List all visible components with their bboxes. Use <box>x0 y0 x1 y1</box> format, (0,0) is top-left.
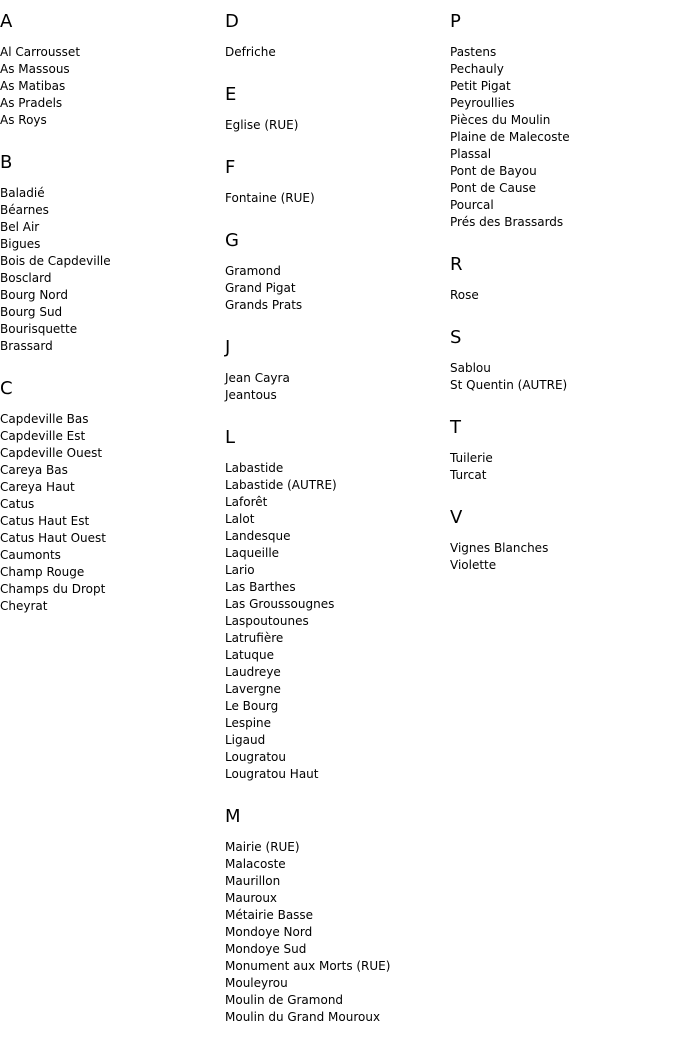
place-list <box>450 540 675 574</box>
letter-group <box>225 336 450 404</box>
place-link[interactable]: Latrufière <box>225 631 284 645</box>
place-link[interactable]: Capdeville Est <box>0 429 86 443</box>
place-list <box>225 117 450 134</box>
place-link[interactable]: Champs du Dropt <box>0 582 106 596</box>
place-link[interactable]: Vignes Blanches <box>450 541 549 555</box>
place-list <box>225 839 450 1026</box>
letter-group <box>450 506 675 574</box>
place-link[interactable]: Landesque <box>225 529 291 543</box>
place-link[interactable]: Capdeville Bas <box>0 412 89 426</box>
place-link[interactable]: Pont de Bayou <box>450 164 537 178</box>
place-link[interactable]: Bosclard <box>0 271 52 285</box>
place-link[interactable]: Laudreye <box>225 665 281 679</box>
place-link[interactable]: Pièces du Moulin <box>450 113 551 127</box>
place-link[interactable]: Bigues <box>0 237 41 251</box>
place-link[interactable]: Mondoye Sud <box>225 942 307 956</box>
letter-heading: J <box>225 337 231 358</box>
place-link[interactable]: Sablou <box>450 361 491 375</box>
column-1 <box>0 10 225 637</box>
place-link[interactable]: Pechauly <box>450 62 504 76</box>
place-link[interactable]: Bourisquette <box>0 322 78 336</box>
letter-group <box>225 156 450 207</box>
place-link[interactable]: Gramond <box>225 264 281 278</box>
place-link[interactable]: Caumonts <box>0 548 61 562</box>
place-link[interactable]: Lario <box>225 563 255 577</box>
place-link[interactable]: Jean Cayra <box>225 371 290 385</box>
place-link[interactable]: Al Carrousset <box>0 45 81 59</box>
letter-group <box>225 805 450 1026</box>
letter-heading: R <box>450 254 463 275</box>
place-link[interactable]: Catus Haut Est <box>0 514 90 528</box>
place-link[interactable]: Defriche <box>225 45 276 59</box>
place-link[interactable]: Turcat <box>450 468 487 482</box>
place-link[interactable]: Laspoutounes <box>225 614 309 628</box>
place-link[interactable]: Laqueille <box>225 546 280 560</box>
place-link[interactable]: Capdeville Ouest <box>0 446 103 460</box>
place-link[interactable]: Béarnes <box>0 203 49 217</box>
letter-heading: P <box>450 11 461 32</box>
place-link[interactable]: Fontaine (RUE) <box>225 191 315 205</box>
place-link[interactable]: Grands Prats <box>225 298 303 312</box>
place-link[interactable]: Rose <box>450 288 479 302</box>
place-list <box>0 44 225 129</box>
place-link[interactable]: Champ Rouge <box>0 565 85 579</box>
letter-heading: G <box>225 230 239 251</box>
place-list <box>0 185 225 355</box>
place-link[interactable]: Lougratou <box>225 750 286 764</box>
place-link[interactable]: Pont de Cause <box>450 181 537 195</box>
place-link[interactable]: Plaine de Malecoste <box>450 130 570 144</box>
letter-heading: B <box>0 152 13 173</box>
place-link[interactable]: Le Bourg <box>225 699 279 713</box>
letter-group <box>0 377 225 615</box>
place-list <box>225 190 450 207</box>
place-link[interactable]: As Roys <box>0 113 47 127</box>
letter-group <box>225 229 450 314</box>
letter-group <box>450 253 675 304</box>
place-link[interactable]: Mauroux <box>225 891 278 905</box>
place-link[interactable]: Grand Pigat <box>225 281 296 295</box>
place-link[interactable]: Baladié <box>0 186 45 200</box>
letter-group <box>0 151 225 355</box>
letter-heading: S <box>450 327 462 348</box>
column-3 <box>450 10 675 596</box>
place-list <box>225 44 450 61</box>
place-link[interactable]: Labastide <box>225 461 284 475</box>
place-list <box>225 370 450 404</box>
place-link[interactable]: Las Barthes <box>225 580 296 594</box>
place-list <box>0 411 225 615</box>
place-link[interactable]: Tuilerie <box>450 451 493 465</box>
place-link[interactable]: Careya Bas <box>0 463 68 477</box>
place-list <box>450 450 675 484</box>
letter-group <box>450 326 675 394</box>
column-2 <box>225 10 450 1048</box>
place-link[interactable]: Mouleyrou <box>225 976 288 990</box>
place-link[interactable]: St Quentin (AUTRE) <box>450 378 568 392</box>
place-link[interactable]: Petit Pigat <box>450 79 511 93</box>
place-list <box>450 287 675 304</box>
place-link[interactable]: Pastens <box>450 45 497 59</box>
place-list <box>450 360 675 394</box>
place-link[interactable]: Bois de Capdeville <box>0 254 111 268</box>
letter-group <box>450 416 675 484</box>
letter-heading: M <box>225 806 241 827</box>
place-link[interactable]: Careya Haut <box>0 480 75 494</box>
place-link[interactable]: Métairie Basse <box>225 908 314 922</box>
place-link[interactable]: Catus Haut Ouest <box>0 531 107 545</box>
place-link[interactable]: Pourcal <box>450 198 494 212</box>
place-link[interactable]: Lougratou Haut <box>225 767 319 781</box>
place-link[interactable]: As Massous <box>0 62 70 76</box>
place-link[interactable]: Bourg Sud <box>0 305 63 319</box>
place-link[interactable]: Jeantous <box>225 388 277 402</box>
letter-heading: L <box>225 427 236 448</box>
place-link[interactable]: Ligaud <box>225 733 266 747</box>
letter-group <box>450 10 675 231</box>
place-link[interactable]: Lalot <box>225 512 255 526</box>
place-link[interactable]: As Pradels <box>0 96 63 110</box>
letter-heading: F <box>225 157 236 178</box>
place-link[interactable]: Mairie (RUE) <box>225 840 300 854</box>
letter-heading: A <box>0 11 13 32</box>
place-link[interactable]: Mondoye Nord <box>225 925 313 939</box>
letter-heading: C <box>0 378 13 399</box>
place-link[interactable]: Brassard <box>0 339 53 353</box>
place-list <box>450 44 675 231</box>
place-link[interactable]: Plassal <box>450 147 492 161</box>
place-list <box>225 460 450 783</box>
place-link[interactable]: Moulin de Gramond <box>225 993 344 1007</box>
place-link[interactable]: Lavergne <box>225 682 281 696</box>
place-link[interactable]: Maurillon <box>225 874 281 888</box>
letter-heading: V <box>450 507 463 528</box>
letter-group <box>225 10 450 61</box>
place-link[interactable]: Labastide (AUTRE) <box>225 478 337 492</box>
place-list <box>225 263 450 314</box>
letter-heading: D <box>225 11 239 32</box>
place-link[interactable]: Catus <box>0 497 35 511</box>
letter-heading: E <box>225 84 237 105</box>
place-link[interactable]: Bel Air <box>0 220 40 234</box>
place-link[interactable]: Malacoste <box>225 857 286 871</box>
letter-group <box>225 83 450 134</box>
place-link[interactable]: Laforêt <box>225 495 268 509</box>
letter-heading: T <box>450 417 461 438</box>
place-link[interactable]: Cheyrat <box>0 599 48 613</box>
place-link[interactable]: Latuque <box>225 648 274 662</box>
letter-group <box>0 10 225 129</box>
place-link[interactable]: Lespine <box>225 716 272 730</box>
place-link[interactable]: Bourg Nord <box>0 288 68 302</box>
place-link[interactable]: Violette <box>450 558 497 572</box>
place-link[interactable]: Peyroullies <box>450 96 515 110</box>
place-link[interactable]: Moulin du Grand Mouroux <box>225 1010 381 1024</box>
place-link[interactable]: Las Groussougnes <box>225 597 335 611</box>
place-link[interactable]: Eglise (RUE) <box>225 118 299 132</box>
place-link[interactable]: Prés des Brassards <box>450 215 564 229</box>
letter-group <box>225 426 450 783</box>
place-link[interactable]: Monument aux Morts (RUE) <box>225 959 391 973</box>
place-link[interactable]: As Matibas <box>0 79 66 93</box>
